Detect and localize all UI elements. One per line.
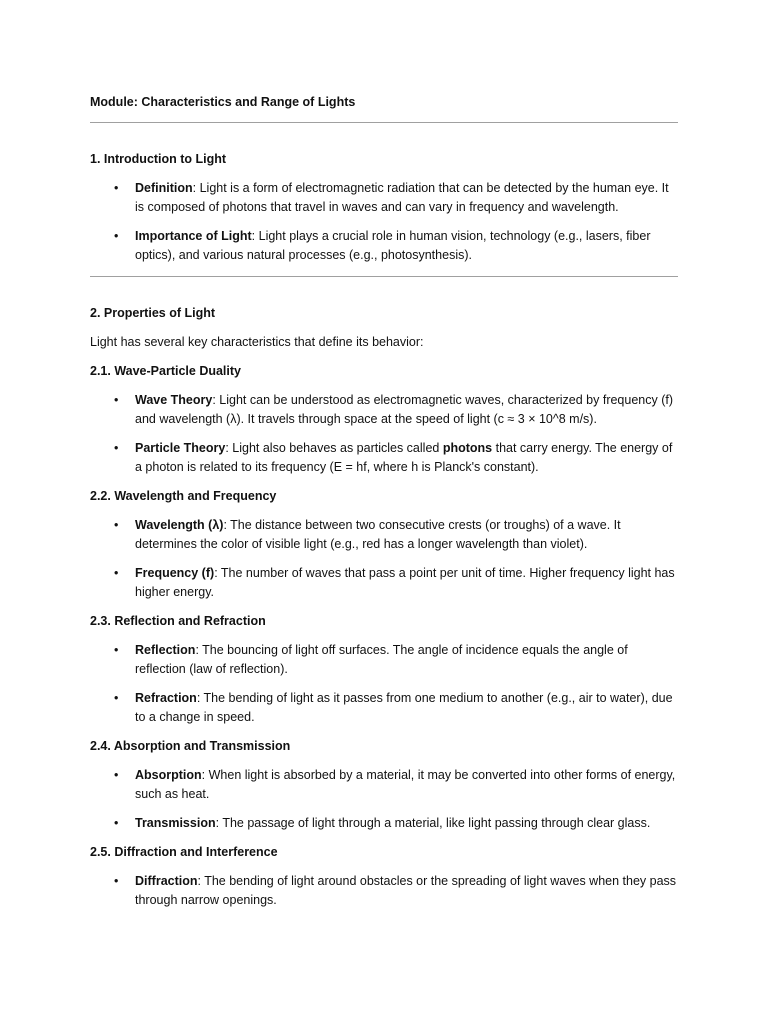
list-item (90, 641, 678, 679)
section-heading: 1. Introduction to Light (90, 152, 227, 166)
bullet-list (90, 872, 678, 910)
list-item (90, 179, 678, 217)
term-description: : The bouncing of light off surfaces. The angle of incidence equals the angle of reflection (law of reflection). (135, 643, 628, 676)
list-item (90, 766, 678, 804)
term-label: Wavelength (λ) (135, 518, 224, 532)
section-introduction (90, 150, 678, 265)
subsection-heading: 2.2. Wavelength and Frequency (90, 489, 277, 503)
term-description: : The bending of light around obstacles or the spreading of light waves when they pass through narrow openings. (135, 874, 677, 907)
term-description: : Light can be understood as electromagnetic waves, characterized by frequency (f) and wavelength (λ). It travels through space at the speed of light (c ≈ 3 × 10^8 m/s). (135, 393, 674, 426)
term-label: Frequency (f) (135, 566, 215, 580)
term-description: : The number of waves that pass a point per unit of time. Higher frequency light has higher energy. (135, 566, 675, 599)
bullet-icon: • (114, 181, 119, 195)
list-item (90, 391, 678, 429)
term-description: : The distance between two consecutive crests (or troughs) of a wave. It determines the color of visible light (e.g., red has a longer wavelength than violet). (135, 518, 621, 551)
term-description: : Light is a form of electromagnetic radiation that can be detected by the human eye. It is composed of photons that travel in waves and can vary in frequency and wavelength. (135, 181, 669, 214)
bullet-icon: • (114, 566, 119, 580)
section-heading: 2. Properties of Light (90, 306, 216, 320)
bullet-list (90, 391, 678, 477)
bullet-icon: • (114, 768, 119, 782)
bullet-list (90, 766, 678, 833)
bullet-icon: • (114, 691, 119, 705)
subsection-heading: 2.3. Reflection and Refraction (90, 614, 266, 628)
term-description: : When light is absorbed by a material, it may be converted into other forms of energy, such as heat. (135, 768, 676, 801)
term-description: : Light plays a crucial role in human vision, technology (e.g., lasers, fiber optics), and various natural processes (e.g., photosynthesis). (135, 229, 651, 262)
bullet-icon: • (114, 518, 119, 532)
term-label: Definition (135, 181, 193, 195)
term-label: Transmission (135, 816, 216, 830)
term-label: Absorption (135, 768, 202, 782)
bullet-icon: • (114, 441, 119, 455)
horizontal-rule (90, 276, 678, 277)
subsection-heading: 2.5. Diffraction and Interference (90, 845, 278, 859)
term-description: : The passage of light through a material, like light passing through clear glass. (215, 816, 651, 830)
bullet-icon: • (114, 643, 119, 657)
section-lead: Light has several key characteristics that define its behavior: (90, 335, 424, 349)
bullet-icon: • (114, 874, 119, 888)
section-properties (90, 304, 678, 910)
term-description: : The bending of light as it passes from one medium to another (e.g., air to water), due to a change in speed. (135, 691, 673, 724)
document-title: Module: Characteristics and Range of Lights (90, 95, 356, 109)
bullet-icon: • (114, 229, 119, 243)
term-label: Wave Theory (135, 393, 213, 407)
term-label: Reflection (135, 643, 196, 657)
bullet-list (90, 179, 678, 265)
bullet-list (90, 641, 678, 727)
list-item (90, 814, 678, 833)
term-label: Refraction (135, 691, 197, 705)
subsection-heading: 2.4. Absorption and Transmission (90, 739, 291, 753)
term-label: Particle Theory (135, 441, 226, 455)
term-description: : Light also behaves as particles called (225, 441, 443, 455)
list-item (90, 872, 678, 910)
list-item (90, 227, 678, 265)
list-item (90, 564, 678, 602)
term-description: that carry energy. The energy of a photon is related to its frequency (E = hf, where h is Planck's constant). (135, 441, 673, 474)
bullet-icon: • (114, 816, 119, 830)
list-item (90, 689, 678, 727)
list-item (90, 439, 678, 477)
term-label: Diffraction (135, 874, 198, 888)
term-label: Importance of Light (135, 229, 252, 243)
term-emphasis: photons (442, 441, 493, 455)
subsection-heading: 2.1. Wave-Particle Duality (90, 364, 241, 378)
horizontal-rule (90, 122, 678, 123)
bullet-list (90, 516, 678, 602)
list-item (90, 516, 678, 554)
bullet-icon: • (114, 393, 119, 407)
